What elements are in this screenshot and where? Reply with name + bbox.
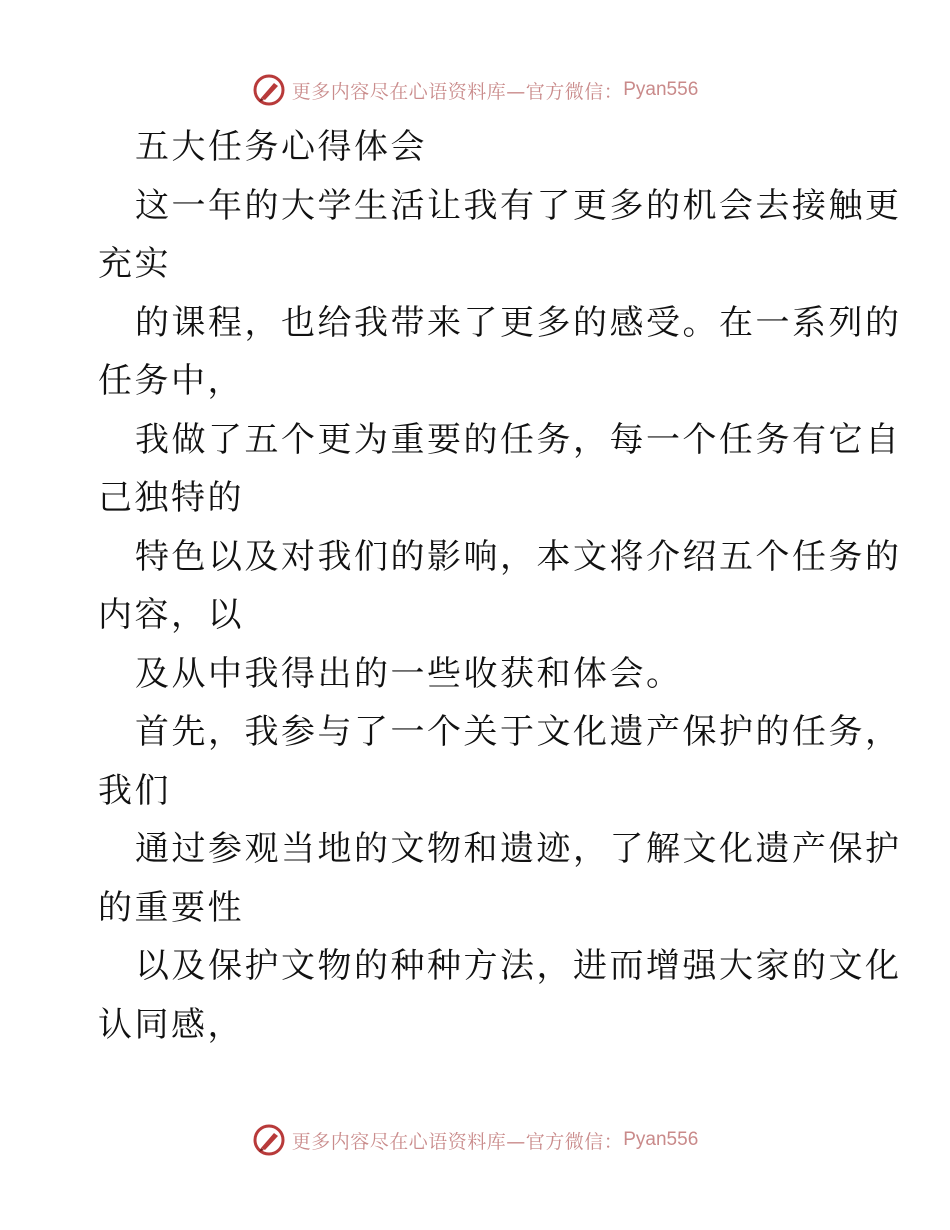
text-line: 及从中我得出的一些收获和体会。 xyxy=(135,653,683,694)
text-line: 充实 xyxy=(98,244,171,284)
text-line: 通过参观当地的文物和遗迹，了解文化遗产保护 xyxy=(135,829,902,869)
document-body xyxy=(98,118,902,1054)
pen-logo-icon xyxy=(252,73,286,107)
text-line: 的重要性 xyxy=(98,887,244,928)
header-watermark xyxy=(0,70,950,110)
watermark-handle: Pyan556 xyxy=(623,1129,699,1150)
text-line: 首先，我参与了一个关于文化遗产保护的任务， xyxy=(135,712,902,752)
text-line: 特色以及对我们的影响，本文将介绍五个任务的 xyxy=(135,536,902,577)
watermark-text: 更多内容尽在心语资料库—官方微信： xyxy=(291,80,624,103)
text-line: 内容，以 xyxy=(98,595,244,635)
text-line: 任务中， xyxy=(98,361,244,401)
watermark-text: 更多内容尽在心语资料库—官方微信： xyxy=(291,1130,624,1153)
pen-logo-icon xyxy=(252,1123,286,1157)
watermark-handle: Pyan556 xyxy=(623,79,699,100)
text-line: 以及保护文物的种种方法，进而增强大家的文化 xyxy=(135,946,902,986)
text-line: 这一年的大学生活让我有了更多的机会去接触更 xyxy=(135,185,902,226)
document-title: 五大任务心得体会 xyxy=(135,127,427,167)
text-line: 我做了五个更为重要的任务，每一个任务有它自 xyxy=(135,419,902,460)
text-line: 己独特的 xyxy=(98,478,244,518)
text-line: 我们 xyxy=(98,770,171,811)
text-line: 认同感， xyxy=(98,1004,244,1045)
footer-watermark xyxy=(0,1120,950,1160)
text-line: 的课程，也给我带来了更多的感受。在一系列的 xyxy=(135,302,902,343)
